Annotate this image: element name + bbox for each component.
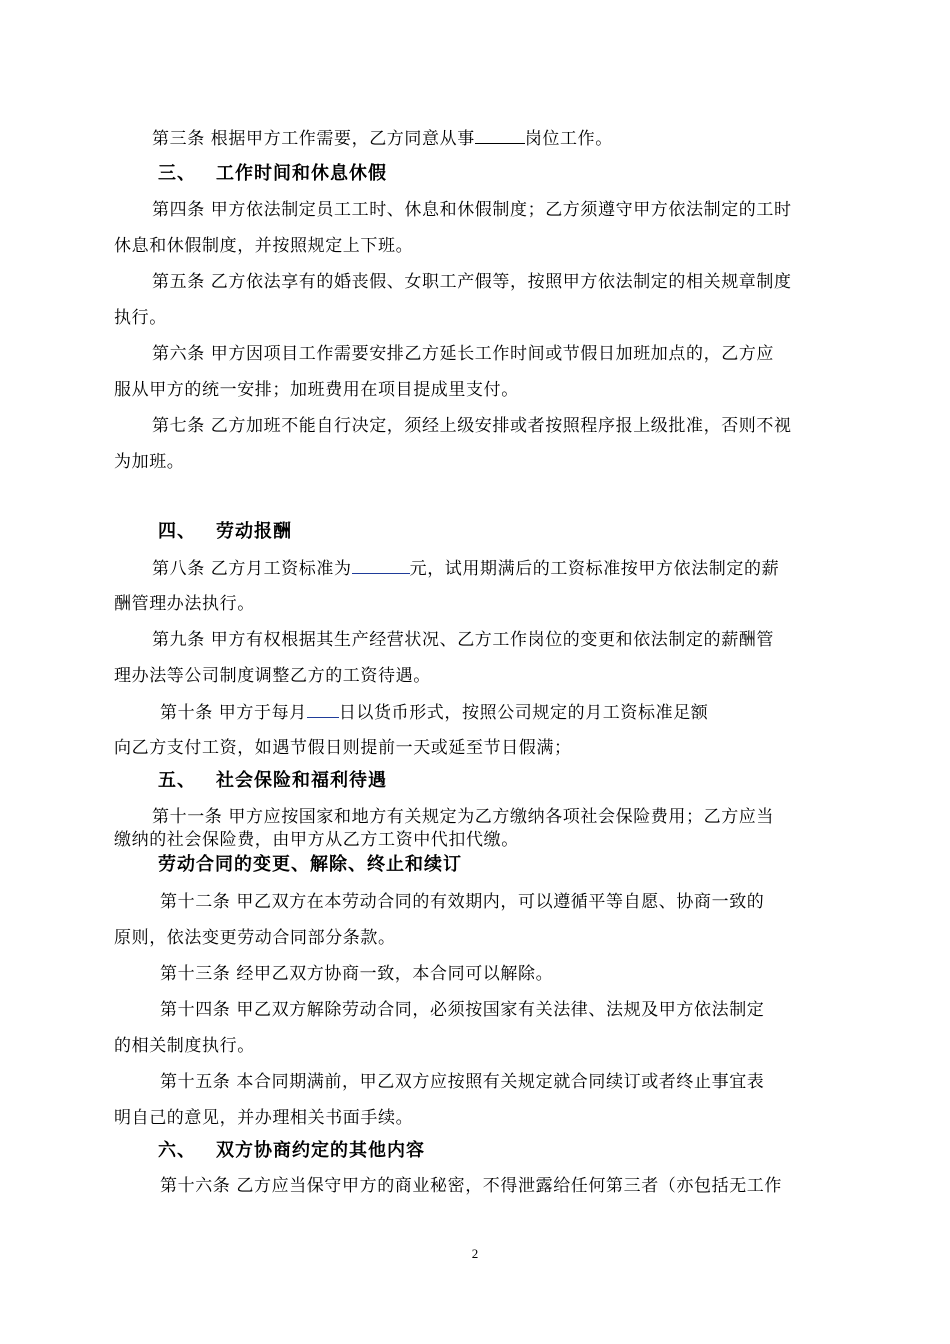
article-8-text: 第八条 乙方月工资标准为 [152,559,352,579]
article-4-line-2: 休息和休假制度，并按照规定上下班。 [114,236,414,256]
article-9-line-2: 理办法等公司制度调整乙方的工资待遇。 [114,666,431,686]
article-15-line-2: 明自己的意见，并办理相关书面手续。 [114,1108,414,1128]
article-7-line-1: 第七条 乙方加班不能自行决定，须经上级安排或者按照程序报上级批准，否则不视 [152,416,792,436]
article-10-line-2: 向乙方支付工资，如遇节假日则提前一天或延至节日假满； [114,738,572,758]
article-11-line-1: 第十一条 甲方应按国家和地方有关规定为乙方缴纳各项社会保险费用；乙方应当 [152,807,775,827]
article-10-text: 第十条 甲方于每月 [160,703,307,723]
article-5-line-1: 第五条 乙方依法享有的婚丧假、女职工产假等，按照甲方依法制定的相关规章制度 [152,272,792,292]
article-8-line-2: 酬管理办法执行。 [114,594,255,614]
article-3-text-end: 岗位工作。 [524,129,613,149]
section-3-title: 工作时间和休息休假 [216,163,387,184]
section-5-heading [158,768,387,794]
page-number: 2 [471,1246,479,1261]
article-14-line-1: 第十四条 甲乙双方解除劳动合同，必须按国家有关法律、法规及甲方依法制定 [160,1000,765,1020]
section-5-number: 五、 [158,770,196,791]
article-6-line-2: 服从甲方的统一安排；加班费用在项目提成里支付。 [114,380,519,400]
section-6-heading [158,1138,425,1164]
article-7-line-2: 为加班。 [114,452,185,472]
article-4-line-1: 第四条 甲方依法制定员工工时、休息和休假制度；乙方须遵守甲方依法制定的工时 [152,200,792,220]
section-6-number: 六、 [158,1140,196,1161]
section-4-number: 四、 [158,521,196,542]
article-3 [152,126,613,151]
section-contract-change-heading: 劳动合同的变更、解除、终止和续订 [158,854,462,875]
article-3-text: 第三条 根据甲方工作需要，乙方同意从事 [152,129,475,149]
article-11-line-2: 缴纳的社会保险费，由甲方从乙方工资中代扣代缴。 [114,830,519,850]
section-6-title: 双方协商约定的其他内容 [216,1140,425,1161]
article-10-line-1 [160,700,708,725]
article-13-line-1: 第十三条 经甲乙双方协商一致，本合同可以解除。 [160,964,554,984]
position-blank [475,126,525,144]
section-5-title: 社会保险和福利待遇 [216,770,387,791]
article-12-line-2: 原则，依法变更劳动合同部分条款。 [114,928,396,948]
section-3-number: 三、 [158,163,196,184]
article-15-line-1: 第十五条 本合同期满前，甲乙双方应按照有关规定就合同续订或者终止事宜表 [160,1072,765,1092]
section-4-title: 劳动报酬 [216,521,292,542]
article-10-text-end: 日以货币形式，按照公司规定的月工资标准足额 [338,703,709,723]
article-8-line-1 [152,556,779,581]
salary-blank [352,556,410,574]
article-9-line-1: 第九条 甲方有权根据其生产经营状况、乙方工作岗位的变更和依法制定的薪酬管 [152,630,775,650]
article-14-line-2: 的相关制度执行。 [114,1036,255,1056]
article-6-line-1: 第六条 甲方因项目工作需要安排乙方延长工作时间或节假日加班加点的，乙方应 [152,344,775,364]
payday-blank [307,700,339,718]
article-12-line-1: 第十二条 甲乙双方在本劳动合同的有效期内，可以遵循平等自愿、协商一致的 [160,892,765,912]
article-5-line-2: 执行。 [114,308,167,328]
section-3-heading [158,161,387,187]
section-4-heading [158,519,292,545]
article-8-text-end: 元，试用期满后的工资标准按甲方依法制定的薪 [409,559,780,579]
article-16-line-1: 第十六条 乙方应当保守甲方的商业秘密，不得泄露给任何第三者（亦包括无工作 [160,1176,783,1196]
